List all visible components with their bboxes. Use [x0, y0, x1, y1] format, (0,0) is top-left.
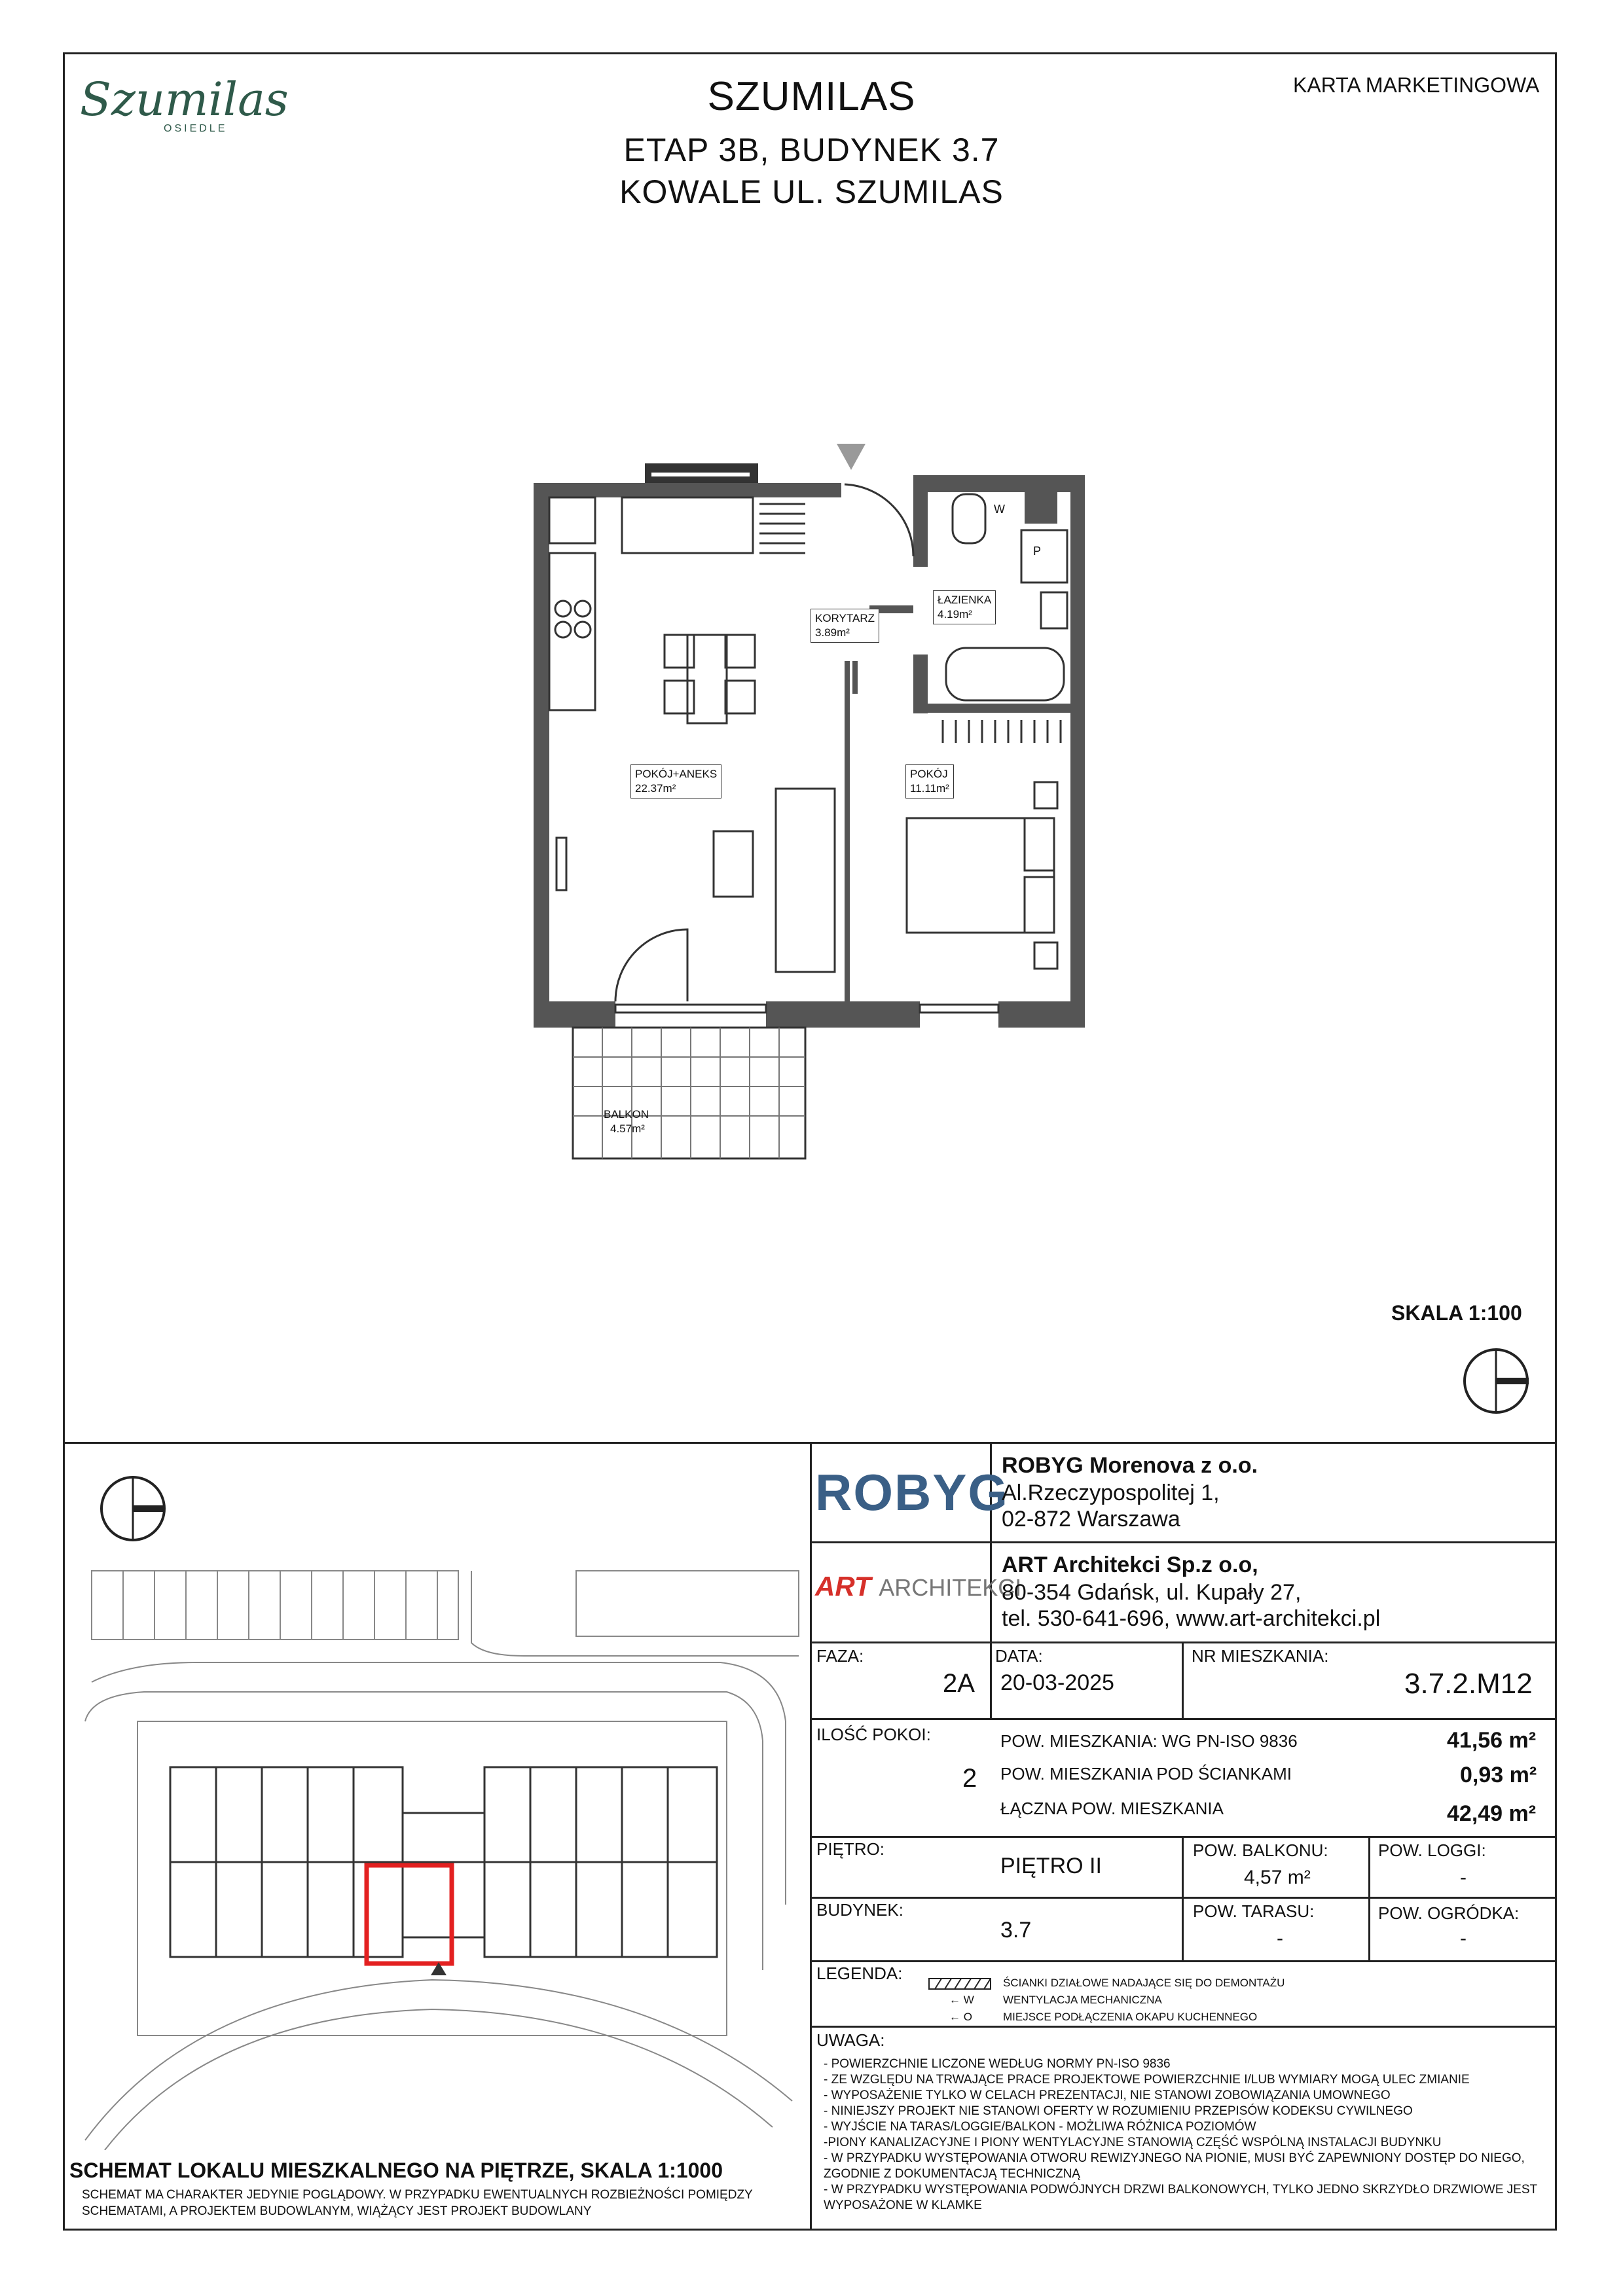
room-name: POKÓJ+ANEKS: [635, 768, 718, 780]
art-logo: [815, 1571, 1021, 1602]
loggia-label: POW. LOGGI:: [1378, 1840, 1486, 1860]
pokoje-value: 2: [962, 1764, 977, 1793]
taras-label: POW. TARASU:: [1193, 1901, 1315, 1921]
room-lazienka: [933, 590, 996, 624]
legend-item-3: ← O MIEJSCE PODŁĄCZENIA OKAPU KUCHENNEGO: [949, 2011, 1258, 2023]
uwaga-item: - NINIEJSZY PROJEKT NIE STANOWI OFERTY W ROZUMIENIU PRZEPISÓW KODEKSU CYWILNEGO: [824, 2104, 1413, 2118]
robyg-logo: ROBYG: [815, 1463, 1010, 1521]
uwaga-item: - W PRZYPADKU WYSTĘPOWANIA OTWORU REWIZYJNEGO NA PIONIE, MUSI BYĆ ZAPEWNIONY DOSTĘP DO NIEGO,: [824, 2151, 1525, 2165]
project-title: SZUMILAS: [707, 74, 916, 119]
pow1-label: POW. MIESZKANIA: WG PN-ISO 9836: [1000, 1731, 1298, 1751]
pow3-value: 42,49 m²: [1447, 1801, 1537, 1826]
uwaga-item: - WYJŚCIE NA TARAS/LOGGIE/BALKON - MOŻLIWA RÓŻNICA POZIOMÓW: [824, 2120, 1256, 2134]
card-type: KARTA MARKETINGOWA: [1293, 73, 1540, 97]
scale-label: SKALA 1:100: [1391, 1301, 1522, 1325]
apartment-floor-plan: [511, 432, 1100, 1172]
loggia-value: -: [1460, 1867, 1467, 1888]
vent-mark: W: [994, 503, 1005, 516]
art-logo-text: ARCHITEKCI: [879, 1574, 1022, 1601]
pow3-label: ŁĄCZNA POW. MIESZKANIA: [1000, 1799, 1224, 1818]
uwaga-item: - POWIERZCHNIE LICZONE WEDŁUG NORMY PN-ISO 9836: [824, 2057, 1171, 2071]
uwaga-item: - W PRZYPADKU WYSTĘPOWANIA PODWÓJNYCH DRZWI BALKONOWYCH, TYLKO JEDNO SKRZYDŁO DRZWIOWE JEST: [824, 2183, 1538, 2197]
logo-sub: OSIEDLE: [164, 123, 228, 134]
art-logo-mark: ART: [815, 1571, 871, 1602]
schema-title: SCHEMAT LOKALU MIESZKALNEGO NA PIĘTRZE, SKALA 1:1000: [69, 2159, 723, 2182]
nr-label: NR MIESZKANIA:: [1192, 1646, 1329, 1666]
developer-address-2: 02-872 Warszawa: [1002, 1507, 1180, 1532]
ogrodek-label: POW. OGRÓDKA:: [1378, 1903, 1520, 1923]
room-area: 4.57m²: [610, 1122, 645, 1135]
project-address: KOWALE UL. SZUMILAS: [619, 173, 1004, 210]
room-balkon: [604, 1107, 649, 1136]
uwaga-item: - ZE WZGLĘDU NA TRWAJĄCE PRACE PROJEKTOWE POWIERZCHNIE I/LUB WYMIARY MOGĄ ULEC ZMIANIE: [824, 2073, 1470, 2087]
pow2-value: 0,93 m²: [1460, 1763, 1537, 1787]
uwaga-label: UWAGA:: [816, 2030, 885, 2050]
room-area: 4.19m²: [938, 608, 972, 620]
data-value: 20-03-2025: [1000, 1670, 1114, 1695]
uwaga-item: WYPOSAŻONE W KLAMKE: [824, 2198, 982, 2212]
room-area: 22.37m²: [635, 782, 676, 795]
project-stage: ETAP 3B, BUDYNEK 3.7: [623, 132, 1000, 168]
room-area: 3.89m²: [815, 626, 850, 639]
hatch-wall-icon: [928, 1978, 991, 1990]
balkon-value: 4,57 m²: [1244, 1867, 1311, 1888]
apartment-highlight: [367, 1865, 452, 1964]
developer-name: ROBYG Morenova z o.o.: [1002, 1453, 1258, 1478]
room-name: BALKON: [604, 1108, 649, 1121]
site-schema-map: [65, 1446, 808, 2150]
schema-note-2: SCHEMATAMI, A PROJEKTEM BUDOWLANYM, WIĄŻĄCY JEST PROJEKT BUDOWLANY: [82, 2204, 592, 2218]
pow1-value: 41,56 m²: [1447, 1728, 1537, 1753]
legend-symbol: W: [963, 1994, 974, 2006]
room-name: ŁAZIENKA: [938, 594, 992, 606]
arrow-left-icon: ←: [949, 2011, 960, 2023]
entrance-triangle: [837, 444, 866, 470]
architect-address: 80-354 Gdańsk, ul. Kupały 27,: [1002, 1580, 1302, 1605]
ogrodek-value: -: [1460, 1928, 1467, 1949]
north-arrow-icon: [1460, 1345, 1532, 1417]
architect-name: ART Architekci Sp.z o.o,: [1002, 1552, 1258, 1577]
faza-value: 2A: [943, 1669, 975, 1698]
room-pokoj-aneks: [630, 764, 721, 798]
pietro-value: PIĘTRO II: [1000, 1854, 1102, 1878]
room-name: POKÓJ: [910, 768, 948, 780]
schema-note-1: SCHEMAT MA CHARAKTER JEDYNIE POGLĄDOWY. W PRZYPADKU EWENTUALNYCH ROZBIEŻNOŚCI POMIĘDZY: [82, 2188, 753, 2202]
legend-label: LEGENDA:: [816, 1964, 903, 1983]
legend-item-1: ŚCIANKI DZIAŁOWE NADAJĄCE SIĘ DO DEMONTAŻU: [1003, 1977, 1285, 1989]
budynek-label: BUDYNEK:: [816, 1900, 903, 1920]
architect-contact: tel. 530-641-696, www.art-architekci.pl: [1002, 1606, 1381, 1631]
room-area: 11.11m²: [910, 782, 949, 795]
balkon-label: POW. BALKONU:: [1193, 1840, 1328, 1860]
uwaga-item: - WYPOSAŻENIE TYLKO W CELACH PREZENTACJI, NIE STANOWI ZOBOWIĄZANIA UMOWNEGO: [824, 2089, 1391, 2102]
data-label: DATA:: [995, 1646, 1043, 1666]
room-name: KORYTARZ: [815, 612, 875, 624]
legend-item-2: ← W WENTYLACJA MECHANICZNA: [949, 1994, 1162, 2006]
pietro-label: PIĘTRO:: [816, 1839, 885, 1859]
legend-symbol: O: [963, 2011, 972, 2023]
budynek-value: 3.7: [1000, 1918, 1032, 1943]
room-pokoj: [905, 764, 954, 798]
uwaga-item: ZGODNIE Z DOKUMENTACJĄ TECHNICZNĄ: [824, 2167, 1080, 2181]
room-korytarz: [811, 609, 879, 643]
faza-label: FAZA:: [816, 1646, 864, 1666]
pokoje-label: ILOŚĆ POKOI:: [816, 1725, 931, 1744]
uwaga-item: -PIONY KANALIZACYJNE I PIONY WENTYLACYJNE STANOWIĄ CZĘŚĆ WSPÓLNĄ INSTALACJI BUDYNKU: [824, 2136, 1442, 2149]
developer-address-1: Al.Rzeczypospolitej 1,: [1002, 1480, 1220, 1505]
walls: [534, 475, 1085, 1028]
shaft-mark: P: [1033, 545, 1042, 558]
arrow-left-icon: ←: [949, 1994, 960, 2006]
nr-value: 3.7.2.M12: [1404, 1668, 1533, 1700]
taras-value: -: [1277, 1928, 1283, 1949]
pow2-label: POW. MIESZKANIA POD ŚCIANKAMI: [1000, 1764, 1292, 1784]
logo-script: Szumilas: [80, 73, 289, 126]
